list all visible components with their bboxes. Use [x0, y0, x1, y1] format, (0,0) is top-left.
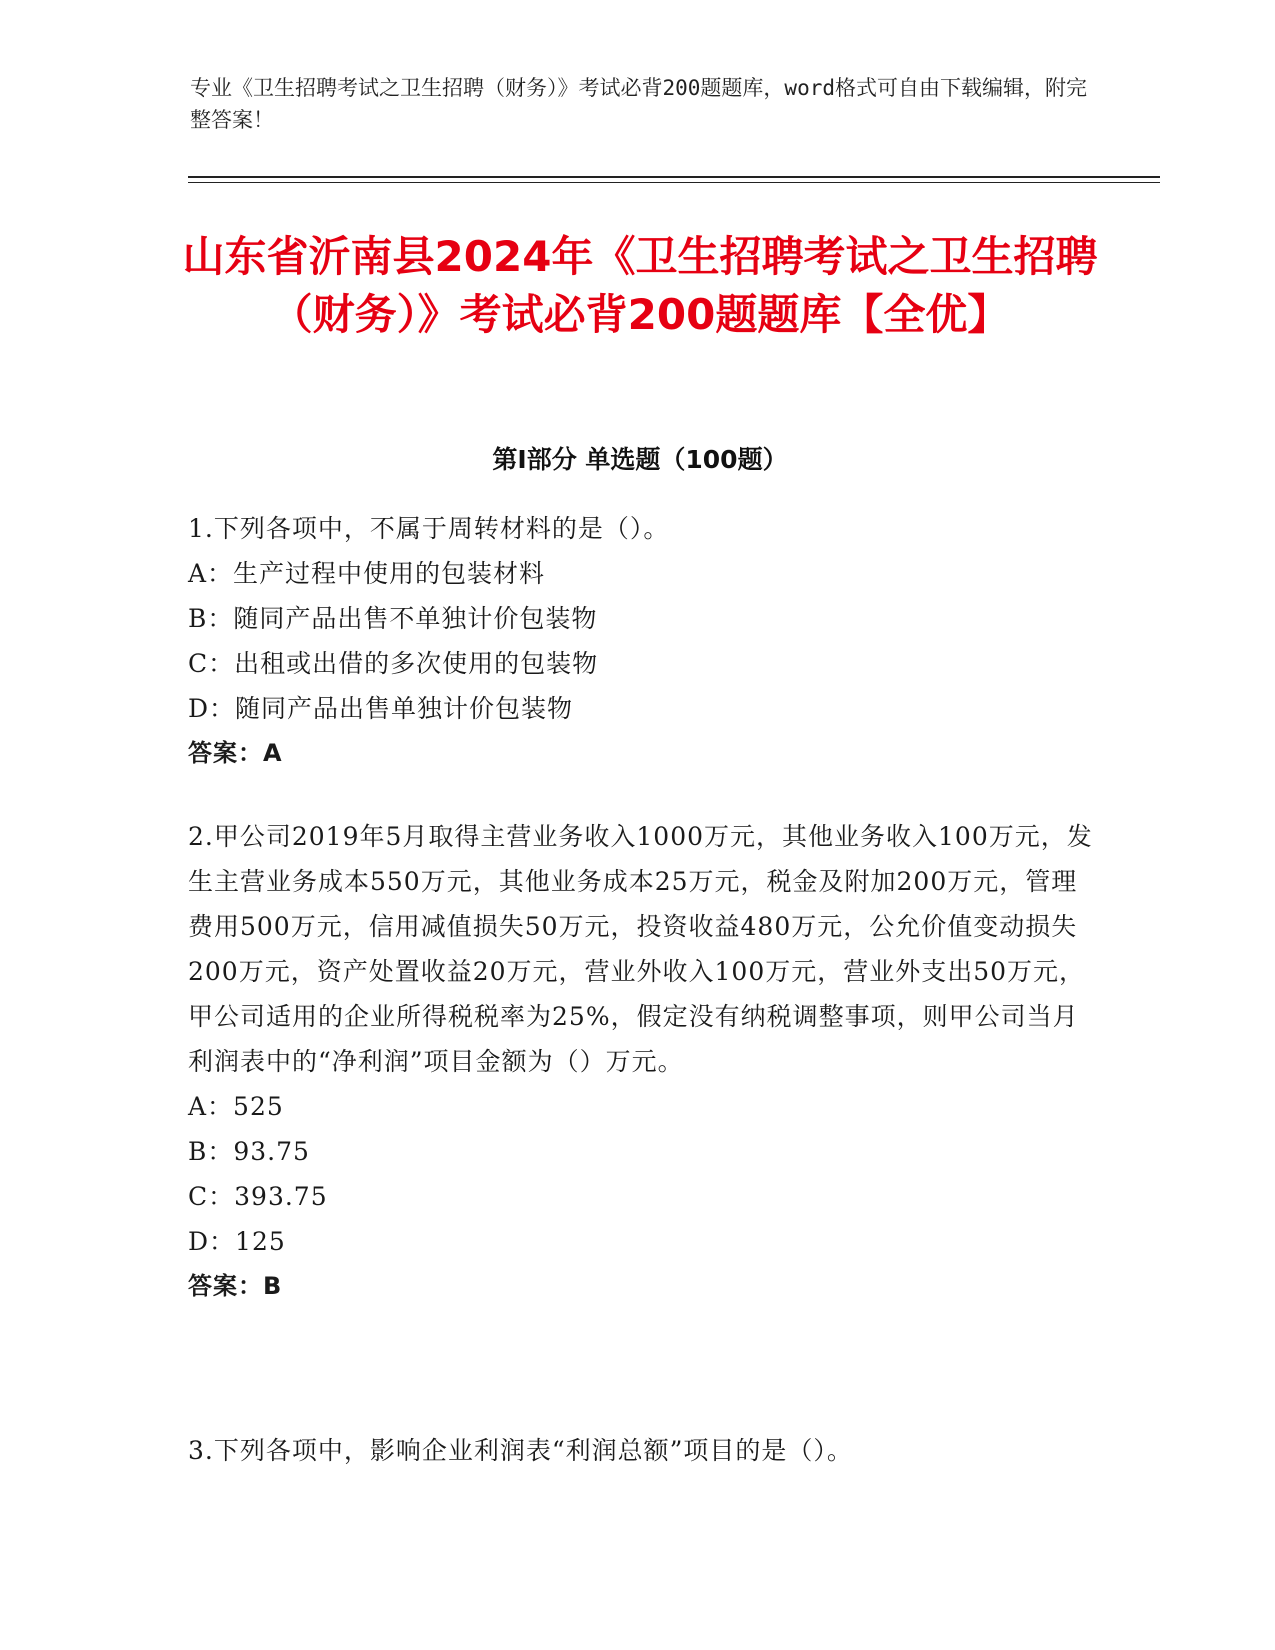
- header-divider-thin: [188, 182, 1160, 183]
- document-title: 山东省沂南县2024年《卫生招聘考试之卫生招聘（财务）》考试必背200题题库【全优】: [182, 232, 1098, 339]
- option-a: A：生产过程中使用的包装材料: [188, 559, 546, 588]
- option-c: C：393.75: [188, 1182, 328, 1211]
- section-heading: 第I部分 单选题（100题）: [492, 445, 788, 474]
- question-stem: 1.下列各项中，不属于周转材料的是（）。: [188, 514, 670, 543]
- question-2: [188, 814, 1093, 1309]
- question-1: [188, 506, 1093, 776]
- option-c: C：出租或出借的多次使用的包装物: [188, 649, 599, 678]
- question-3: [188, 1428, 1093, 1473]
- header-note: 专业《卫生招聘考试之卫生招聘（财务）》考试必背200题题库，word格式可自由下载编辑，附完整答案！: [190, 76, 1087, 132]
- option-b: B：93.75: [188, 1137, 310, 1166]
- answer: 答案：A: [188, 739, 283, 767]
- option-d: D：125: [188, 1227, 286, 1256]
- question-stem: 2.甲公司2019年5月取得主营业务收入1000万元，其他业务收入100万元，发生主营业务成本550万元，其他业务成本25万元，税金及附加200万元，管理费用500万元，信用减值损失50万元，投资收益480万元，公允价值变动损失200万元，资产处置收益20万元，营业外收入100万元，营业外支出50万元，甲公司适用的企业所得税税率为25%，假定没有纳税调整事项，则甲公司当月利润表中的“净利润”项目金额为（）万元。: [188, 822, 1093, 1076]
- option-b: B：随同产品出售不单独计价包装物: [188, 604, 598, 633]
- option-d: D：随同产品出售单独计价包装物: [188, 694, 574, 723]
- answer: 答案：B: [188, 1272, 283, 1300]
- option-a: A：525: [188, 1092, 284, 1121]
- question-stem: 3.下列各项中，影响企业利润表“利润总额”项目的是（）。: [188, 1436, 853, 1465]
- header-divider-thick: [188, 176, 1160, 178]
